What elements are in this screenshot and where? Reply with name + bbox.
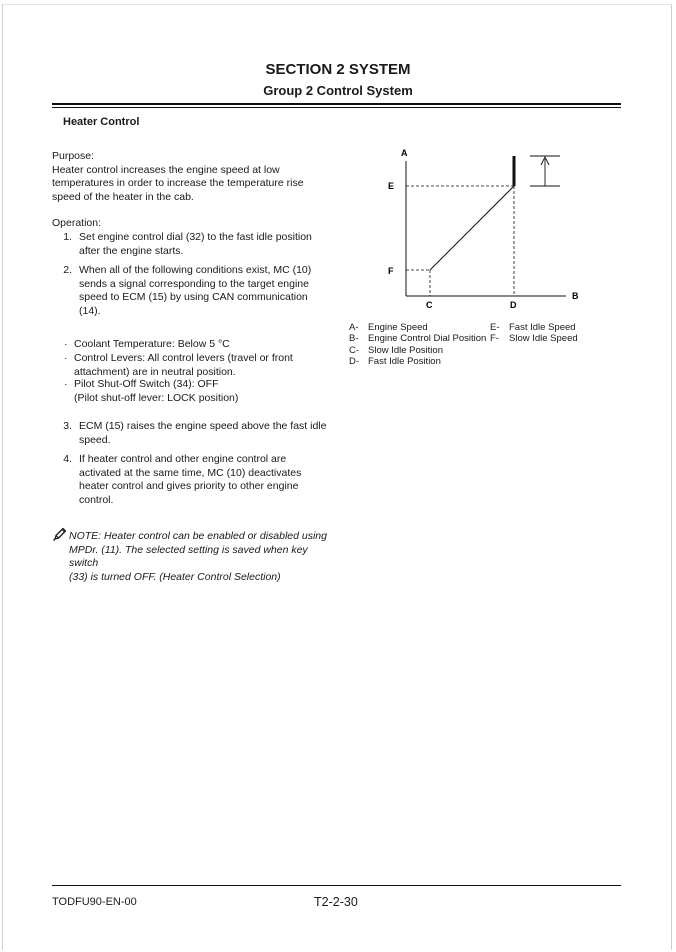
legend-key: A- — [349, 322, 359, 333]
page-number: T2-2-30 — [314, 895, 358, 909]
legend-text: Fast Idle Position — [368, 355, 441, 367]
topic-heading: Heater Control — [63, 116, 140, 128]
operation-label: Operation: — [52, 217, 102, 229]
step-text — [79, 231, 327, 258]
legend-text: Slow Idle Position — [368, 344, 443, 356]
condition-item — [52, 338, 327, 352]
condition-line: Control Levers: All control levers (travel or front — [74, 352, 293, 364]
operation-step — [52, 453, 327, 509]
purpose-line: temperatures in order to increase the temperature rise — [52, 177, 304, 189]
legend-row — [349, 356, 489, 367]
legend-row — [349, 333, 489, 344]
legend-text: Engine Speed — [368, 322, 428, 333]
step-line: When all of the following conditions exist, MC (10) — [79, 264, 312, 276]
footer-rule — [52, 885, 621, 886]
legend-key: E- — [490, 322, 500, 333]
legend-text: Engine Control Dial Position — [368, 333, 487, 345]
legend-row — [490, 322, 590, 333]
bullet-mark: · — [64, 338, 68, 350]
step-line: ECM (15) raises the engine speed above the fast idle — [79, 420, 327, 432]
step-line: heater control and gives priority to other engine — [79, 480, 299, 492]
legend-key: B- — [349, 333, 359, 345]
legend-text: Slow Idle Speed — [509, 333, 578, 345]
bullet-mark: · — [64, 352, 68, 364]
step-number: 3. — [63, 420, 72, 432]
step-line: (14). — [79, 304, 101, 317]
condition-line: attachment) are in neutral position. — [74, 365, 236, 378]
label-f: F — [388, 266, 394, 276]
note-line: NOTE: Heater control can be enabled or disabled using — [69, 530, 327, 542]
note-line: (33) is turned OFF. (Heater Control Selection) — [69, 570, 281, 583]
label-e: E — [388, 181, 395, 191]
purpose-block — [52, 150, 327, 204]
step-line: sends a signal corresponding to the target engine — [79, 277, 309, 290]
engine-speed-curve — [430, 186, 514, 270]
step-line: speed to ECM (15) by using CAN communication — [79, 291, 308, 303]
group-title: Group 2 Control System — [263, 83, 413, 98]
legend-text: Fast Idle Speed — [509, 322, 576, 333]
bullet-mark: · — [64, 378, 68, 390]
step-line: activated at the same time, MC (10) deactivates — [79, 466, 302, 479]
header-rule-thin — [52, 107, 621, 108]
condition-line: (Pilot shut-off lever: LOCK position) — [74, 391, 239, 404]
label-a: A — [401, 148, 408, 158]
operation-step — [52, 231, 327, 259]
legend-key: F- — [490, 333, 499, 345]
purpose-label: Purpose: — [52, 150, 95, 162]
step-line: after the engine starts. — [79, 244, 184, 257]
step-number: 1. — [63, 231, 72, 243]
condition-item — [52, 352, 327, 380]
step-text — [79, 453, 327, 507]
operation-step — [52, 264, 327, 320]
legend-left — [349, 322, 489, 368]
legend-row — [349, 322, 489, 333]
document-id: TODFU90-EN-00 — [52, 896, 137, 908]
note-text — [69, 530, 334, 584]
section-title: SECTION 2 SYSTEM — [265, 61, 411, 78]
step-line: If heater control and other engine control are — [79, 453, 287, 465]
label-b: B — [572, 291, 579, 301]
legend-key: D- — [349, 355, 360, 367]
purpose-line: Heater control increases the engine speed at low — [52, 163, 280, 176]
step-line: Set engine control dial (32) to the fast idle position — [79, 231, 312, 243]
label-c: C — [426, 300, 433, 310]
note-line: MPDr. (11). The selected setting is saved when key switch — [69, 543, 308, 569]
step-number: 4. — [63, 453, 72, 465]
label-d: D — [510, 300, 517, 310]
condition-line: Coolant Temperature: Below 5 °C — [74, 338, 230, 350]
header-rule-thick — [52, 103, 621, 105]
step-number: 2. — [63, 264, 72, 276]
pencil-note-icon — [52, 526, 68, 542]
step-text — [79, 420, 327, 447]
operation-step — [52, 420, 327, 448]
purpose-line: speed of the heater in the cab. — [52, 190, 194, 203]
step-text — [79, 264, 327, 318]
condition-line: Pilot Shut-Off Switch (34): OFF — [74, 378, 219, 390]
heater-control-diagram — [380, 145, 590, 315]
legend-key: C- — [349, 344, 360, 356]
condition-item — [52, 378, 327, 406]
legend-right — [490, 322, 590, 346]
legend-row — [349, 345, 489, 356]
legend-row — [490, 333, 590, 344]
step-line: control. — [79, 493, 114, 506]
step-line: speed. — [79, 433, 111, 446]
